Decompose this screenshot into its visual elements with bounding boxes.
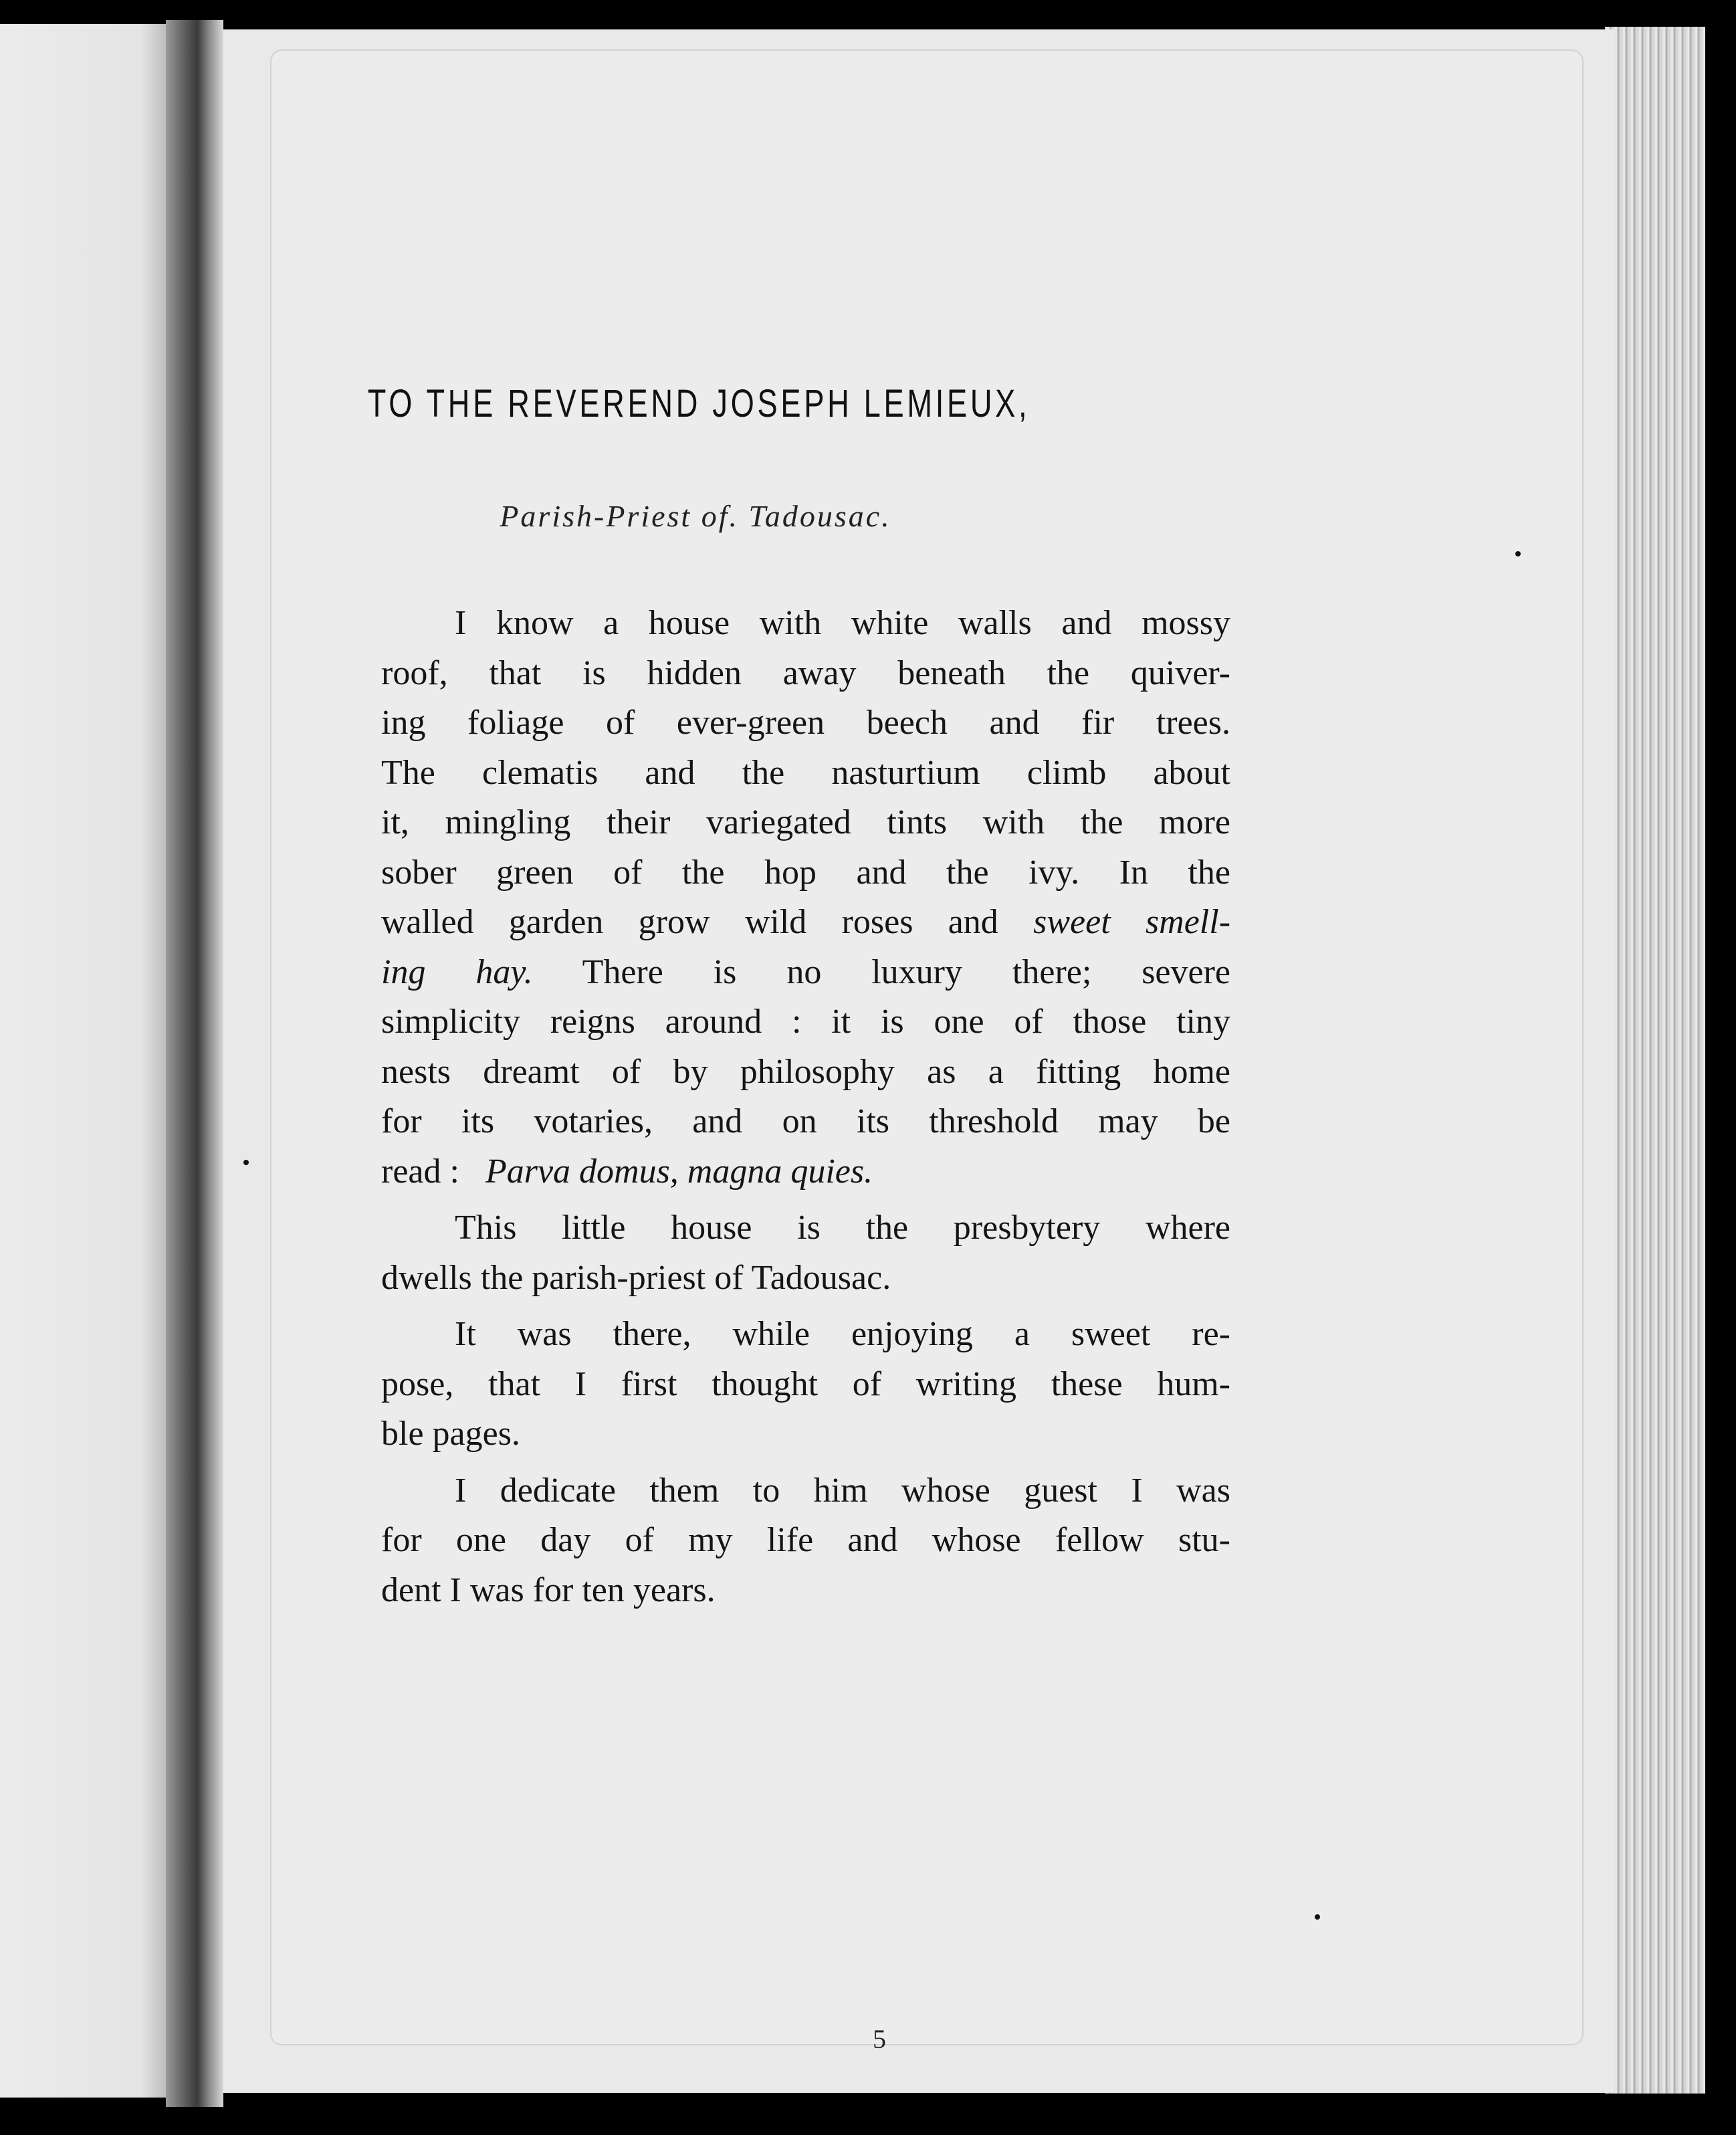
text-line: This little house is the presbytery where: [455, 1209, 1230, 1247]
dust-speck: [243, 1160, 249, 1165]
text-line-mixed: [381, 1147, 1230, 1197]
dust-speck: [1515, 551, 1521, 556]
page-edges: [1605, 27, 1705, 2094]
text-line: I know a house with white walls and mossy: [455, 604, 1230, 642]
dedication-body: [381, 599, 1230, 1622]
text-line-mixed: [381, 948, 1230, 998]
text-line: for one day of my life and whose fellow stu-: [381, 1521, 1230, 1559]
page-number: 5: [873, 2024, 886, 2054]
paragraph-2: [381, 1203, 1230, 1303]
text-line: It was there, while enjoying a sweet re-: [455, 1315, 1230, 1353]
text-line: dent I was for ten years.: [381, 1570, 716, 1609]
book-gutter: [166, 20, 223, 2107]
left-page-edge: [0, 24, 166, 2098]
text-line: roof, that is hidden away beneath the quiver-: [381, 653, 1230, 692]
text-line: ble pages.: [381, 1415, 520, 1453]
text-line: I dedicate them to him whose guest I was: [455, 1471, 1230, 1510]
italic-fragment: ing hay.: [381, 952, 533, 991]
text-line: dwells the parish-priest of Tadousac.: [381, 1258, 891, 1297]
paragraph-1: [381, 599, 1230, 1197]
text-line: simplicity reigns around : it is one of those tiny: [381, 1003, 1230, 1041]
italic-fragment: sweet smell-: [1033, 903, 1231, 941]
dedication-title: TO THE REVEREND JOSEPH LEMIEUX,: [367, 382, 1030, 425]
paragraph-4: [381, 1466, 1230, 1616]
text-line: ing foliage of ever-green beech and fir trees.: [381, 704, 1230, 742]
text-fragment: walled garden grow wild roses and: [381, 903, 998, 941]
text-line: sober green of the hop and the ivy. In the: [381, 853, 1230, 892]
text-line: pose, that I first thought of writing these hum-: [381, 1364, 1230, 1403]
dust-speck: [1315, 1914, 1320, 1920]
text-line: The clematis and the nasturtium climb about: [381, 753, 1230, 792]
dedication-subtitle: Parish-Priest of. Tadousac.: [500, 499, 891, 533]
text-line: for its votaries, and on its threshold may be: [381, 1102, 1230, 1140]
text-line-mixed: [381, 898, 1230, 948]
text-line: it, mingling their variegated tints with the more: [381, 803, 1230, 841]
latin-motto: Parva domus, magna quies.: [485, 1152, 873, 1191]
text-fragment: There is no luxury there; severe: [582, 952, 1230, 991]
text-fragment: read :: [381, 1152, 459, 1191]
text-line: nests dreamt of by philosophy as a fitting home: [381, 1052, 1230, 1091]
paragraph-3: [381, 1310, 1230, 1459]
